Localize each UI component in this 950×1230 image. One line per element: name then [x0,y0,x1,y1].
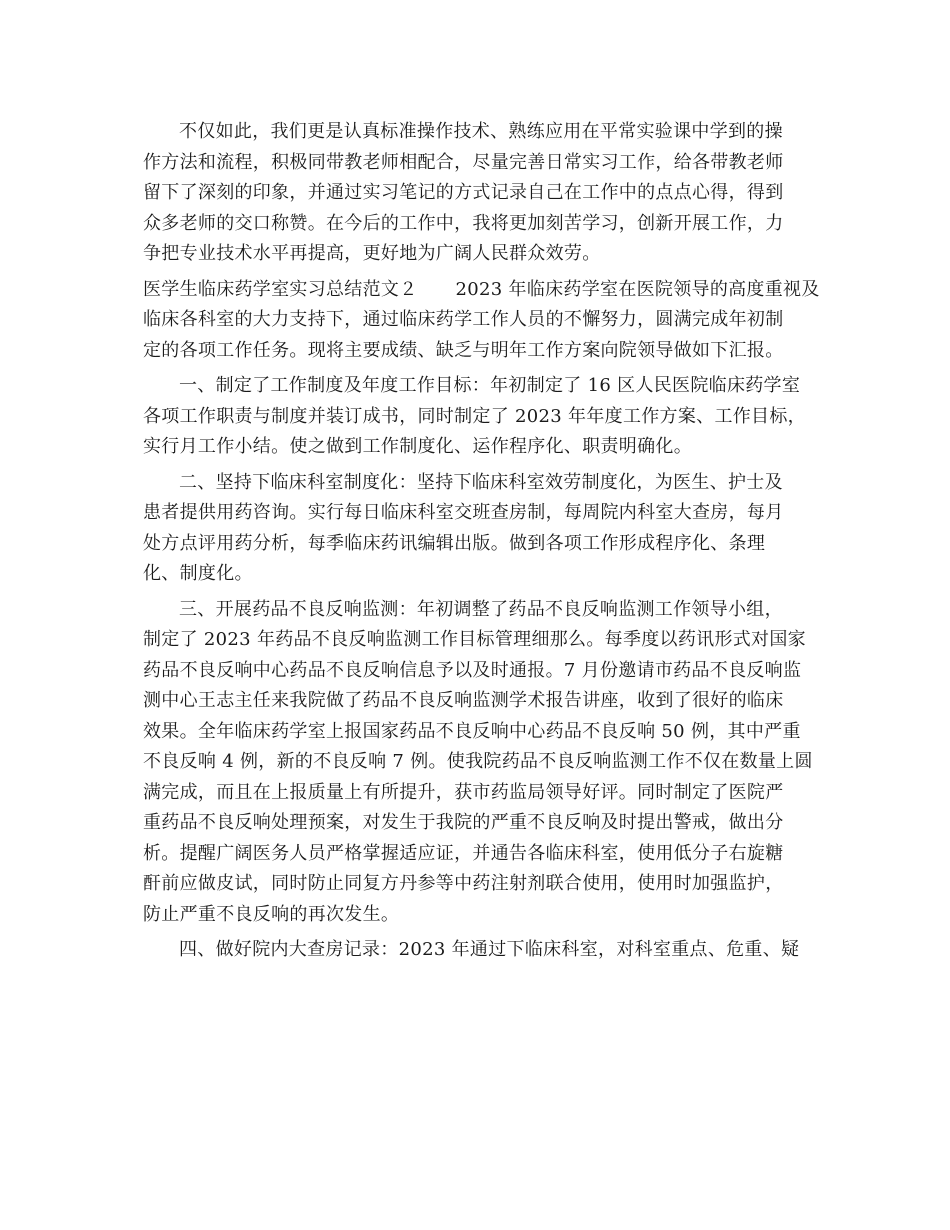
paragraph-line: 药品不良反响中心药品不良反响信息予以及时通报。7 月份邀请市药品不良反响监 [143,659,802,681]
paragraph-line: 不良反响 4 例，新的不良反响 7 例。使我院药品不良反响监测工作不仅在数量上圆 [143,751,813,772]
paragraph-line: 患者提供用药咨询。实行每日临床科室交班查房制，每周院内科室大查房，每月 [143,502,784,523]
section-title-line [143,275,820,306]
paragraph-line: 作方法和流程，积极同带教老师相配合，尽量完善日常实习工作，给各带教老师 [143,151,784,173]
paragraph-line: 众多老师的交口称赞。在今后的工作中，我将更加刻苦学习，创新开展工作，力 [143,212,784,234]
paragraph-line: 防止严重不良反响的再次发生。 [143,903,400,925]
paragraph-line: 定的各项工作任务。现将主要成绩、缺乏与明年工作方案向院领导做如下汇报。 [143,339,784,361]
paragraph-line: 效果。全年临床药学室上报国家药品不良反响中心药品不良反响 50 例，其中严重 [143,720,801,742]
paragraph-line: 四、做好院内大查房记录：2023 年通过下临床科室，对科室重点、危重、疑 [179,939,800,960]
paragraph-line: 二、坚持下临床科室制度化：坚持下临床科室效劳制度化，为医生、护士及 [179,471,783,493]
paragraph-line: 实行月工作小结。使之做到工作制度化、运作程序化、职责明确化。 [143,436,692,457]
paragraph-line: 临床各科室的大力支持下，通过临床药学工作人员的不懈努力，圆满完成年初制 [143,309,784,330]
paragraph-line: 不仅如此，我们更是认真标准操作技术、熟练应用在平常实验课中学到的操 [179,121,783,142]
paragraph-line: 酐前应做皮试，同时防止同复方丹参等中药注射剂联合使用，使用时加强监护， [143,873,784,894]
paragraph-line: 制定了 2023 年药品不良反响监测工作目标管理细那么。每季度以药讯形式对国家 [143,629,806,650]
paragraph-line: 留下了深刻的印象，并通过实习笔记的方式记录自己在工作中的点点心得，得到 [143,182,784,203]
paragraph-text: 2023 年临床药学室在医院领导的高度重视及 [455,278,820,300]
paragraph-line: 争把专业技术水平再提高，更好地为广阔人民群众效劳。 [143,243,601,264]
paragraph-line: 各项工作职责与制度并装订成书，同时制定了 2023 年年度工作方案、工作目标， [143,405,806,427]
paragraph-line: 满完成，而且在上报质量上有所提升，获市药监局领导好评。同时制定了医院严 [143,781,784,803]
paragraph-line: 处方点评用药分析，每季临床药讯编辑出版。做到各项工作形成程序化、条理 [143,532,766,554]
paragraph-line: 化、制度化。 [143,563,253,584]
paragraph-line: 一、制定了工作制度及年度工作目标：年初制定了 16 区人民医院临床药学室 [179,375,801,396]
document-body [143,117,820,966]
paragraph-line: 三、开展药品不良反响监测：年初调整了药品不良反响监测工作领导小组， [179,598,783,620]
paragraph-line: 重药品不良反响处理预案，对发生于我院的严重不良反响及时提出警戒，做出分 [143,812,784,833]
paragraph-line: 析。提醒广阔医务人员严格掌握适应证，并通告各临床科室，使用低分子右旋糖 [143,842,784,864]
section-title: 医学生临床药学室实习总结范文２ [143,278,418,300]
paragraph-line: 测中心王志主任来我院做了药品不良反响监测学术报告讲座，收到了很好的临床 [143,690,784,711]
